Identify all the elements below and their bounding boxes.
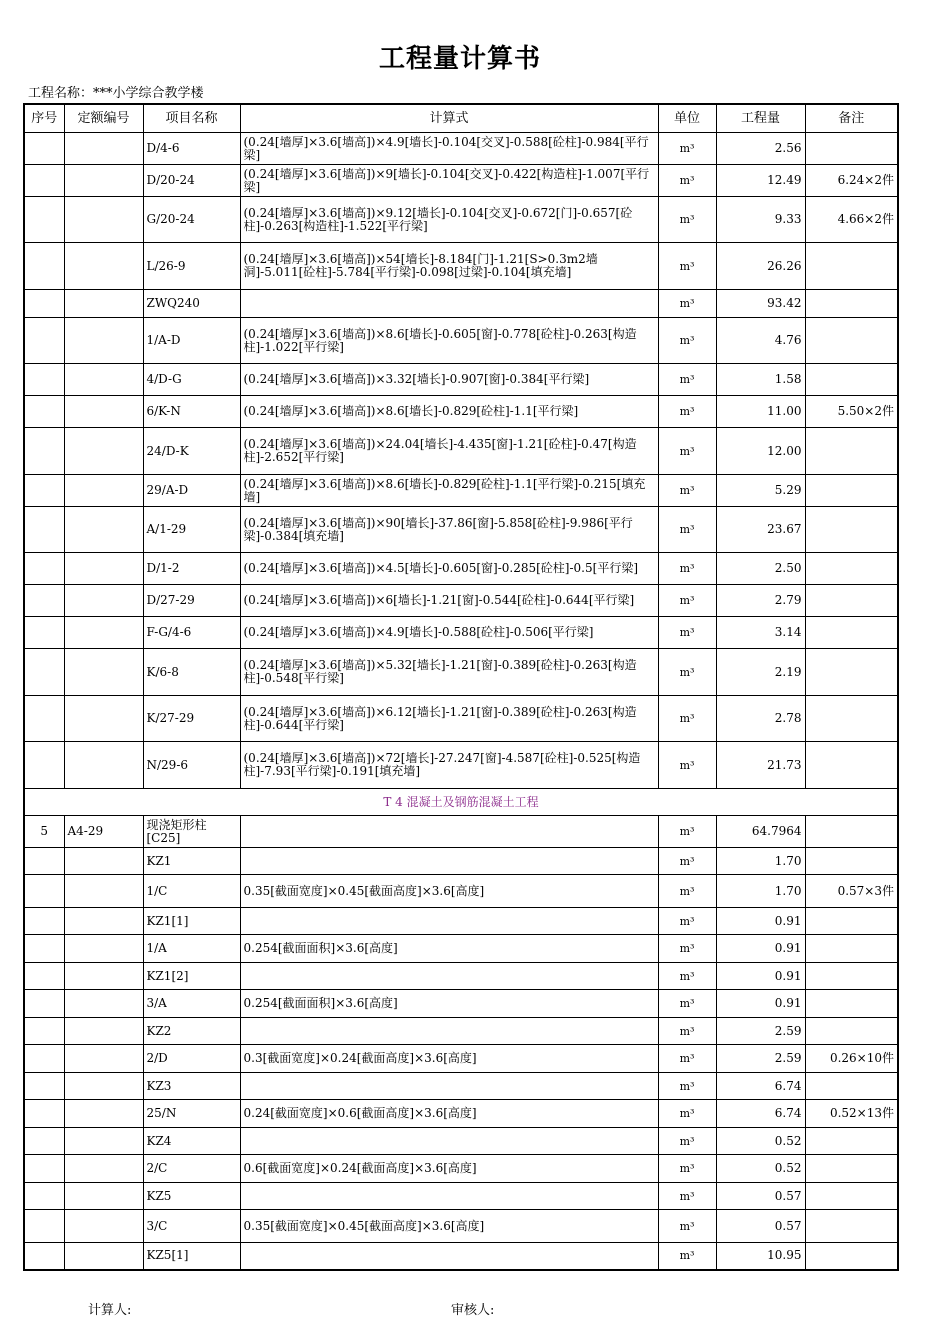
row-code: A4-29 [64,816,143,848]
table-row [24,742,898,789]
row-formula [240,1243,658,1270]
row-item-name: KZ3 [143,1073,240,1100]
row-number [24,364,64,396]
row-code [64,1243,143,1270]
row-item-name: K/27-29 [143,696,240,742]
row-quantity: 0.91 [716,908,805,935]
table-row [24,1155,898,1183]
row-note [805,133,898,165]
row-unit: m³ [658,396,716,428]
row-formula [240,290,658,318]
row-item-name: 1/C [143,875,240,908]
row-quantity: 93.42 [716,290,805,318]
row-unit: m³ [658,553,716,585]
row-note [805,585,898,617]
row-code [64,1018,143,1045]
row-code [64,963,143,990]
row-unit: m³ [658,963,716,990]
table-row [24,475,898,507]
row-number [24,318,64,364]
row-number [24,165,64,197]
row-unit: m³ [658,1210,716,1243]
row-code [64,1155,143,1183]
header-no: 序号 [24,104,64,133]
row-code [64,649,143,696]
row-quantity: 21.73 [716,742,805,789]
row-code [64,935,143,963]
row-formula: 0.3[截面宽度]×0.24[截面高度]×3.6[高度] [240,1045,658,1073]
table-row [24,1045,898,1073]
row-number [24,290,64,318]
row-number [24,428,64,475]
row-formula: 0.6[截面宽度]×0.24[截面高度]×3.6[高度] [240,1155,658,1183]
row-note [805,990,898,1018]
row-formula: (0.24[墙厚]×3.6[墙高])×9.12[墙长]-0.104[交叉]-0.672[门]-0.657[砼柱]-0.263[构造柱]-1.522[平行梁] [240,197,658,243]
row-unit: m³ [658,1243,716,1270]
row-item-name: D/27-29 [143,585,240,617]
row-code [64,290,143,318]
header-quantity: 工程量 [716,104,805,133]
row-number [24,243,64,290]
table-row [24,1183,898,1210]
table-row [24,165,898,197]
row-formula [240,1128,658,1155]
row-item-name: 3/C [143,1210,240,1243]
row-item-name: 1/A-D [143,318,240,364]
row-code [64,1045,143,1073]
table-row [24,553,898,585]
row-formula: (0.24[墙厚]×3.6[墙高])×8.6[墙长]-0.829[砼柱]-1.1[平行梁]-0.215[填充墙] [240,475,658,507]
row-code [64,197,143,243]
row-formula: (0.24[墙厚]×3.6[墙高])×4.9[墙长]-0.588[砼柱]-0.506[平行梁] [240,617,658,649]
table-row [24,1018,898,1045]
row-item-name: 25/N [143,1100,240,1128]
row-note [805,1073,898,1100]
row-unit: m³ [658,696,716,742]
row-formula: (0.24[墙厚]×3.6[墙高])×54[墙长]-8.184[门]-1.21[S>0.3m2墙洞]-5.011[砼柱]-5.784[平行梁]-0.098[过梁]-0.104[填充墙] [240,243,658,290]
calculation-table [23,103,899,1271]
row-item-name: 3/A [143,990,240,1018]
row-note [805,816,898,848]
row-note [805,742,898,789]
row-item-name: 6/K-N [143,396,240,428]
header-name: 项目名称 [143,104,240,133]
row-note: 0.26×10件 [805,1045,898,1073]
row-formula: (0.24[墙厚]×3.6[墙高])×6.12[墙长]-1.21[窗]-0.389[砼柱]-0.263[构造柱]-0.644[平行梁] [240,696,658,742]
page-title: 工程量计算书 [378,44,541,74]
row-unit: m³ [658,507,716,553]
row-note [805,243,898,290]
row-note: 0.52×13件 [805,1100,898,1128]
row-note [805,1128,898,1155]
row-unit: m³ [658,165,716,197]
row-code [64,908,143,935]
row-unit: m³ [658,617,716,649]
row-item-name: K/6-8 [143,649,240,696]
row-number: 5 [24,816,64,848]
row-unit: m³ [658,908,716,935]
row-formula [240,848,658,875]
row-code [64,617,143,649]
row-unit: m³ [658,1045,716,1073]
section-row [24,789,898,816]
row-item-name: D/20-24 [143,165,240,197]
row-quantity: 0.91 [716,935,805,963]
row-number [24,197,64,243]
row-quantity: 0.57 [716,1210,805,1243]
header-code: 定额编号 [64,104,143,133]
row-note [805,649,898,696]
row-quantity: 2.59 [716,1018,805,1045]
row-unit: m³ [658,428,716,475]
table-row [24,617,898,649]
row-quantity: 2.59 [716,1045,805,1073]
row-quantity: 2.79 [716,585,805,617]
row-quantity: 2.56 [716,133,805,165]
row-code [64,585,143,617]
row-code [64,133,143,165]
row-number [24,507,64,553]
row-formula [240,1073,658,1100]
table-row [24,585,898,617]
row-item-name: ZWQ240 [143,290,240,318]
row-quantity: 0.91 [716,990,805,1018]
table-row [24,133,898,165]
row-number [24,963,64,990]
row-item-name: 24/D-K [143,428,240,475]
row-formula: 0.35[截面宽度]×0.45[截面高度]×3.6[高度] [240,875,658,908]
row-number [24,908,64,935]
row-item-name: KZ4 [143,1128,240,1155]
row-quantity: 6.74 [716,1073,805,1100]
row-item-name: KZ2 [143,1018,240,1045]
row-item-name: 2/D [143,1045,240,1073]
table-row [24,990,898,1018]
row-formula: (0.24[墙厚]×3.6[墙高])×4.5[墙长]-0.605[窗]-0.285[砼柱]-0.5[平行梁] [240,553,658,585]
row-code [64,848,143,875]
row-item-name: KZ1 [143,848,240,875]
row-quantity: 0.57 [716,1183,805,1210]
row-note [805,318,898,364]
row-number [24,1100,64,1128]
row-item-name: KZ5[1] [143,1243,240,1270]
row-note [805,1210,898,1243]
row-formula [240,1183,658,1210]
row-number [24,396,64,428]
row-number [24,1073,64,1100]
reviewer-label: 审核人: [451,1303,495,1318]
row-item-name: D/4-6 [143,133,240,165]
row-number [24,935,64,963]
row-unit: m³ [658,585,716,617]
row-number [24,1018,64,1045]
row-quantity: 1.70 [716,875,805,908]
table-row [24,243,898,290]
row-note [805,963,898,990]
row-unit: m³ [658,935,716,963]
row-quantity: 3.14 [716,617,805,649]
row-note [805,1018,898,1045]
row-item-name: KZ5 [143,1183,240,1210]
row-note [805,1183,898,1210]
row-quantity: 5.29 [716,475,805,507]
row-unit: m³ [658,875,716,908]
row-note [805,475,898,507]
row-unit: m³ [658,742,716,789]
table-row [24,1243,898,1270]
row-formula: 0.35[截面宽度]×0.45[截面高度]×3.6[高度] [240,1210,658,1243]
row-note [805,428,898,475]
row-code [64,475,143,507]
row-unit: m³ [658,475,716,507]
row-unit: m³ [658,364,716,396]
table-row [24,1128,898,1155]
row-formula: (0.24[墙厚]×3.6[墙高])×5.32[墙长]-1.21[窗]-0.389[砼柱]-0.263[构造柱]-0.548[平行梁] [240,649,658,696]
row-formula [240,908,658,935]
row-code [64,396,143,428]
header-note: 备注 [805,104,898,133]
row-number [24,133,64,165]
row-code [64,243,143,290]
row-code [64,318,143,364]
row-number [24,1155,64,1183]
row-unit: m³ [658,1128,716,1155]
row-note [805,507,898,553]
table-row [24,507,898,553]
table-row [24,396,898,428]
row-formula: (0.24[墙厚]×3.6[墙高])×8.6[墙长]-0.605[窗]-0.778[砼柱]-0.263[构造柱]-1.022[平行梁] [240,318,658,364]
row-number [24,1045,64,1073]
row-number [24,1128,64,1155]
row-item-name: G/20-24 [143,197,240,243]
row-item-name: KZ1[1] [143,908,240,935]
row-item-name: D/1-2 [143,553,240,585]
project-name: 工程名称：***小学综合教学楼 [28,86,204,101]
row-unit: m³ [658,1073,716,1100]
row-code [64,1100,143,1128]
row-quantity: 6.74 [716,1100,805,1128]
row-number [24,848,64,875]
row-number [24,649,64,696]
row-number [24,585,64,617]
row-quantity: 0.52 [716,1128,805,1155]
table-row [24,1073,898,1100]
row-note [805,935,898,963]
table-row [24,1210,898,1243]
row-unit: m³ [658,290,716,318]
row-formula: 0.254[截面面积]×3.6[高度] [240,990,658,1018]
table-row [24,696,898,742]
row-quantity: 0.52 [716,1155,805,1183]
row-note: 4.66×2件 [805,197,898,243]
header-unit: 单位 [658,104,716,133]
row-note [805,696,898,742]
table-row [24,197,898,243]
row-item-name: 29/A-D [143,475,240,507]
row-code [64,1183,143,1210]
table-row [24,963,898,990]
row-formula: (0.24[墙厚]×3.6[墙高])×24.04[墙长]-4.435[窗]-1.21[砼柱]-0.47[构造柱]-2.652[平行梁] [240,428,658,475]
row-formula: 0.254[截面面积]×3.6[高度] [240,935,658,963]
row-number [24,696,64,742]
row-note [805,1243,898,1270]
row-item-name: L/26-9 [143,243,240,290]
table-row [24,290,898,318]
row-unit: m³ [658,816,716,848]
row-unit: m³ [658,133,716,165]
table-row [24,364,898,396]
header-row [24,104,898,133]
section-title: T 4 混凝土及钢筋混凝土工程 [24,789,898,816]
row-code [64,1128,143,1155]
header-formula: 计算式 [240,104,658,133]
row-quantity: 2.78 [716,696,805,742]
row-code [64,875,143,908]
row-quantity: 1.58 [716,364,805,396]
row-quantity: 10.95 [716,1243,805,1270]
row-note [805,290,898,318]
calculator-label: 计算人: [88,1303,132,1318]
row-number [24,1243,64,1270]
row-item-name: KZ1[2] [143,963,240,990]
row-formula: (0.24[墙厚]×3.6[墙高])×3.32[墙长]-0.907[窗]-0.384[平行梁] [240,364,658,396]
row-note [805,1155,898,1183]
row-formula: (0.24[墙厚]×3.6[墙高])×4.9[墙长]-0.104[交叉]-0.588[砼柱]-0.984[平行梁] [240,133,658,165]
row-quantity: 4.76 [716,318,805,364]
row-formula [240,963,658,990]
row-formula: (0.24[墙厚]×3.6[墙高])×72[墙长]-27.247[窗]-4.587[砼柱]-0.525[构造柱]-7.93[平行梁]-0.191[填充墙] [240,742,658,789]
row-formula [240,816,658,848]
row-formula: (0.24[墙厚]×3.6[墙高])×9[墙长]-0.104[交叉]-0.422[构造柱]-1.007[平行梁] [240,165,658,197]
row-formula: (0.24[墙厚]×3.6[墙高])×90[墙长]-37.86[窗]-5.858[砼柱]-9.986[平行梁]-0.384[填充墙] [240,507,658,553]
row-code [64,990,143,1018]
row-quantity: 2.50 [716,553,805,585]
row-unit: m³ [658,848,716,875]
row-formula: (0.24[墙厚]×3.6[墙高])×6[墙长]-1.21[窗]-0.544[砼柱]-0.644[平行梁] [240,585,658,617]
row-note [805,908,898,935]
row-unit: m³ [658,649,716,696]
row-item-name: 1/A [143,935,240,963]
row-quantity: 26.26 [716,243,805,290]
table-row [24,875,898,908]
table-row [24,428,898,475]
row-formula: (0.24[墙厚]×3.6[墙高])×8.6[墙长]-0.829[砼柱]-1.1[平行梁] [240,396,658,428]
row-note: 6.24×2件 [805,165,898,197]
row-number [24,990,64,1018]
row-code [64,553,143,585]
row-formula [240,1018,658,1045]
row-unit: m³ [658,1018,716,1045]
row-quantity: 1.70 [716,848,805,875]
row-code [64,1210,143,1243]
row-unit: m³ [658,318,716,364]
table-row [24,935,898,963]
row-code [64,742,143,789]
row-note: 5.50×2件 [805,396,898,428]
row-note [805,553,898,585]
table-row [24,1100,898,1128]
row-item-name: F-G/4-6 [143,617,240,649]
row-unit: m³ [658,197,716,243]
row-number [24,875,64,908]
row-number [24,1183,64,1210]
row-unit: m³ [658,1155,716,1183]
row-number [24,475,64,507]
row-code [64,364,143,396]
row-number [24,1210,64,1243]
row-quantity: 12.49 [716,165,805,197]
row-number [24,742,64,789]
row-code [64,165,143,197]
row-code [64,507,143,553]
row-quantity: 0.91 [716,963,805,990]
row-quantity: 11.00 [716,396,805,428]
row-item-name: 4/D-G [143,364,240,396]
row-item-name: 现浇矩形柱[C25] [143,816,240,848]
row-formula: 0.24[截面宽度]×0.6[截面高度]×3.6[高度] [240,1100,658,1128]
table-row [24,848,898,875]
row-unit: m³ [658,990,716,1018]
row-note: 0.57×3件 [805,875,898,908]
row-number [24,553,64,585]
row-item-name: N/29-6 [143,742,240,789]
table-row [24,649,898,696]
row-code [64,428,143,475]
row-code [64,1073,143,1100]
row-quantity: 23.67 [716,507,805,553]
row-unit: m³ [658,1183,716,1210]
row-note [805,364,898,396]
row-unit: m³ [658,243,716,290]
row-quantity: 12.00 [716,428,805,475]
row-quantity: 2.19 [716,649,805,696]
row-number [24,617,64,649]
table-row [24,318,898,364]
row-item-name: A/1-29 [143,507,240,553]
table-row [24,816,898,848]
table-row [24,908,898,935]
row-code [64,696,143,742]
row-note [805,617,898,649]
row-quantity: 9.33 [716,197,805,243]
row-item-name: 2/C [143,1155,240,1183]
row-unit: m³ [658,1100,716,1128]
row-quantity: 64.7964 [716,816,805,848]
row-note [805,848,898,875]
